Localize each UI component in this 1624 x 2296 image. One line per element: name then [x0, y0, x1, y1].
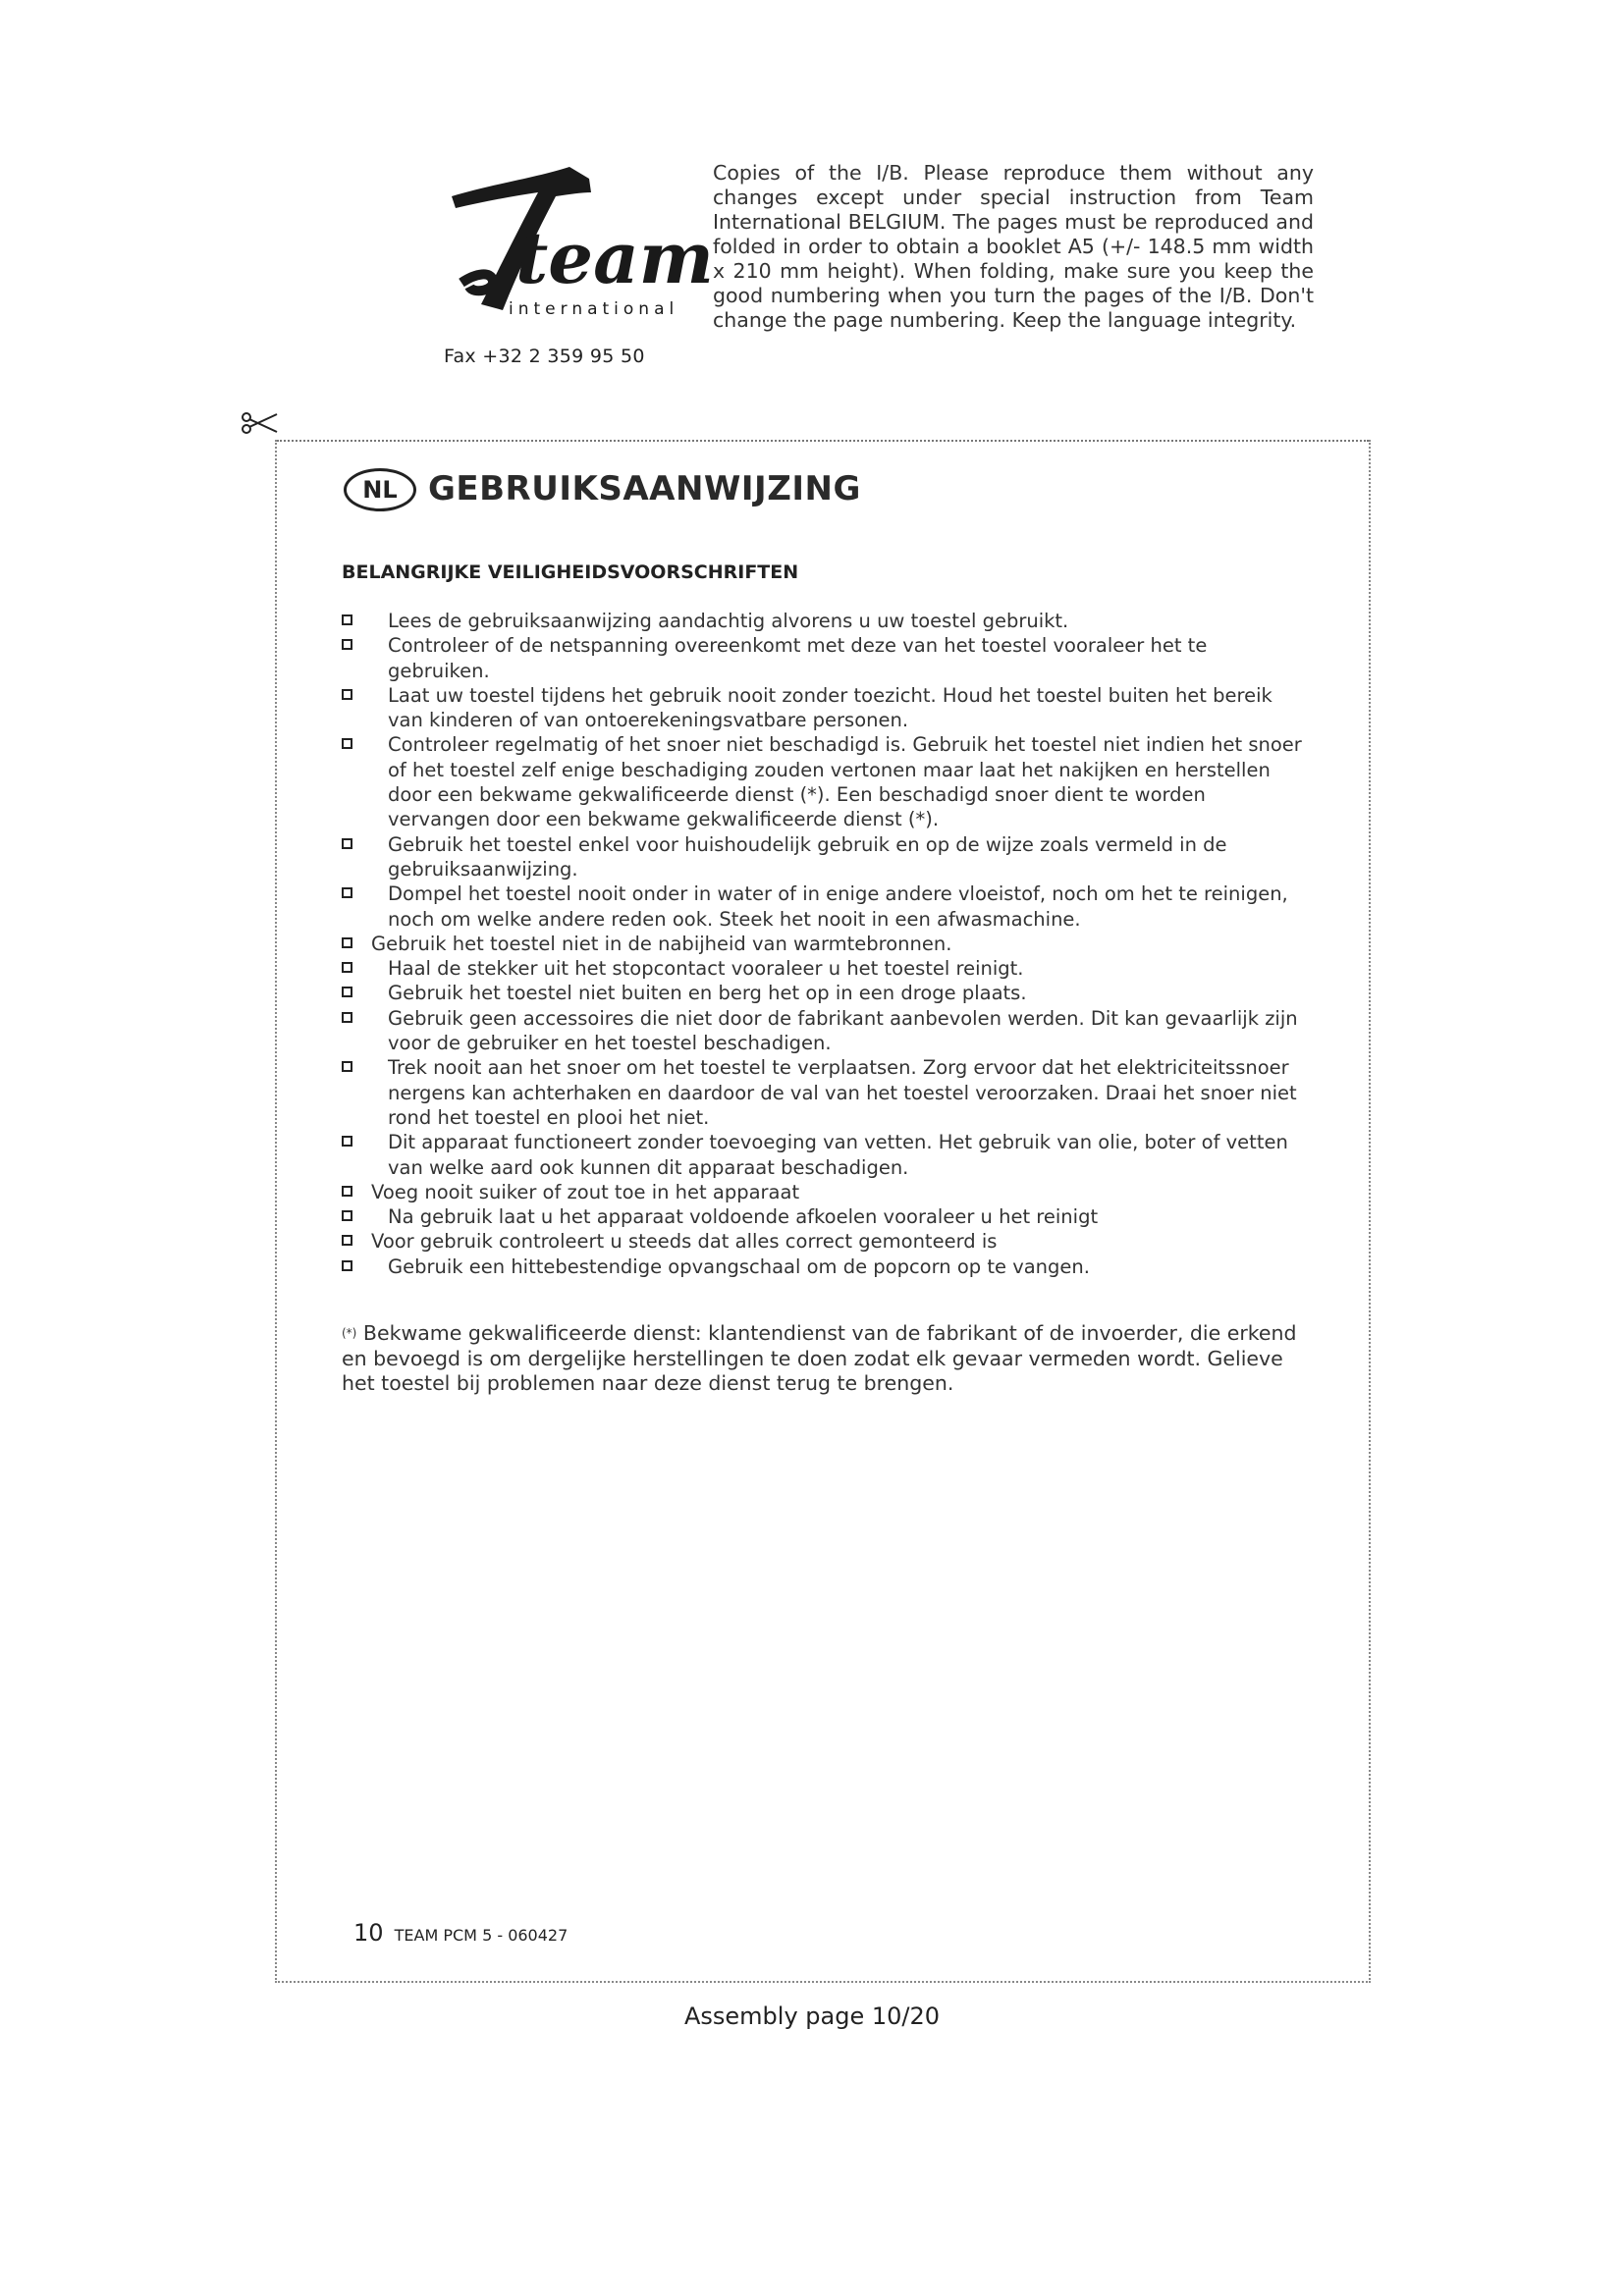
checkbox-icon [342, 639, 352, 650]
list-item [342, 956, 1304, 981]
list-item [342, 881, 1304, 932]
list-item [342, 1006, 1304, 1056]
team-international-logo [422, 157, 714, 329]
list-item-text: Gebruik geen accessoires die niet door de fabrikant aanbevolen werden. Dit kan gevaarlijk zijn voor de gebruiker en het toestel beschadigen. [388, 1006, 1298, 1055]
list-item-text: Gebruik het toestel enkel voor huishoudelijk gebruik en op de wijze zoals vermeld in de gebruiksaanwijzing. [388, 832, 1227, 881]
list-item-text: Haal de stekker uit het stopcontact vooraleer u het toestel reinigt. [388, 957, 1024, 981]
list-item [342, 932, 1304, 956]
list-item-text: Dompel het toestel nooit onder in water of in enige andere vloeistof, noch om het te reinigen, noch om welke andere reden ook. Steek het nooit in een afwasmachine. [388, 882, 1288, 931]
list-item [342, 683, 1304, 733]
list-item-text: Na gebruik laat u het apparaat voldoende afkoelen vooraleer u het reinigt [388, 1205, 1099, 1229]
list-item [342, 1130, 1304, 1180]
page-number: 10 [353, 1919, 384, 1947]
checkbox-icon [342, 1186, 352, 1197]
logo-subtitle: international [509, 299, 679, 319]
checkbox-icon [342, 614, 352, 625]
list-item-text: Controleer regelmatig of het snoer niet beschadigd is. Gebruik het toestel niet indien het snoer of het toestel zelf enige beschadiging zouden vertonen maar laat het nakijken en herstellen door een bekwame gekwalificeerde dienst (*). Een beschadigd snoer dient te worden vervangen door een bekwame gekwalificeerde dienst (*). [388, 733, 1302, 831]
list-item [342, 1180, 1304, 1204]
checkbox-icon [342, 1235, 352, 1246]
logo-wordmark: team [515, 216, 714, 299]
checkbox-icon [342, 1210, 352, 1221]
checkbox-icon [342, 987, 352, 997]
list-item [342, 732, 1304, 831]
checkbox-icon [342, 689, 352, 700]
list-item [342, 832, 1304, 882]
list-item-text: Trek nooit aan het snoer om het toestel te verplaatsen. Zorg ervoor dat het elektriciteitssnoer nergens kan achterhaken en daardoor de val van het toestel veroorzaken. Draai het snoer niet rond het toestel en plooi het niet. [388, 1056, 1297, 1129]
list-item-text: Laat uw toestel tijdens het gebruik nooit zonder toezicht. Houd het toestel buiten het bereik van kinderen of van ontoerekeningsvatbare personen. [388, 683, 1272, 732]
list-item-text: Lees de gebruiksaanwijzing aandachtig alvorens u uw toestel gebruikt. [388, 610, 1069, 632]
checkbox-icon [342, 1136, 352, 1147]
footnote-text: Bekwame gekwalificeerde dienst: klantendienst van de fabrikant of de invoerder, die erkend en bevoegd is om dergelijke herstellingen te doen zodat elk gevaar vermeden wordt. Gelieve het toestel bij problemen naar deze dienst terug te brengen. [342, 1321, 1297, 1395]
list-item [342, 1204, 1304, 1229]
document-code: TEAM PCM 5 - 060427 [394, 1926, 568, 1945]
reproduction-instructions: Copies of the I/B. Please reproduce them without any changes except under special instruction from Team International BELGIUM. The pages must be reproduced and folded in order to obtain a booklet A5 (+/- 148.5 mm width x 210 mm height). When folding, make sure you keep the good numbering when you turn the pages of the I/B. Don't change the page numbering. Keep the language integrity. [713, 161, 1314, 332]
safety-instructions-list [342, 609, 1304, 1279]
checkbox-icon [342, 1012, 352, 1023]
list-item-text: Gebruik het toestel niet buiten en berg het op in een droge plaats. [388, 982, 1027, 1005]
list-item-text: Voeg nooit suiker of zout toe in het apparaat [371, 1180, 800, 1203]
list-item [342, 1055, 1304, 1130]
scissors-icon [240, 408, 279, 438]
checkbox-icon [342, 1260, 352, 1271]
assembly-page-label: Assembly page 10/20 [683, 2002, 941, 2030]
list-item [342, 981, 1304, 1005]
list-item-text: Gebruik een hittebestendige opvangschaal om de popcorn op te vangen. [388, 1255, 1090, 1278]
list-item [342, 1229, 1304, 1254]
document-title: GEBRUIKSAANWIJZING [428, 469, 861, 508]
language-badge: NL [344, 468, 416, 511]
checkbox-icon [342, 738, 352, 749]
list-item [342, 633, 1304, 683]
checkbox-icon [342, 1061, 352, 1072]
list-item-text: Gebruik het toestel niet in de nabijheid van warmtebronnen. [371, 932, 952, 955]
checkbox-icon [342, 887, 352, 898]
section-heading: BELANGRIJKE VEILIGHEIDSVOORSCHRIFTEN [342, 561, 799, 583]
list-item [342, 609, 1304, 633]
list-item-text: Voor gebruik controleert u steeds dat alles correct gemonteerd is [371, 1230, 998, 1254]
list-item-text: Dit apparaat functioneert zonder toevoeging van vetten. Het gebruik van olie, boter of vetten van welke aard ook kunnen dit apparaat beschadigen. [388, 1131, 1288, 1179]
list-item-text: Controleer of de netspanning overeenkomt met deze van het toestel vooraleer het te gebruiken. [388, 634, 1208, 682]
footnote-mark: (*) [342, 1326, 357, 1340]
footnote [342, 1321, 1304, 1397]
fax-number: Fax +32 2 359 95 50 [444, 346, 645, 367]
list-item [342, 1255, 1304, 1279]
checkbox-icon [342, 962, 352, 973]
checkbox-icon [342, 838, 352, 849]
page-footer [353, 1919, 568, 1947]
checkbox-icon [342, 937, 352, 948]
